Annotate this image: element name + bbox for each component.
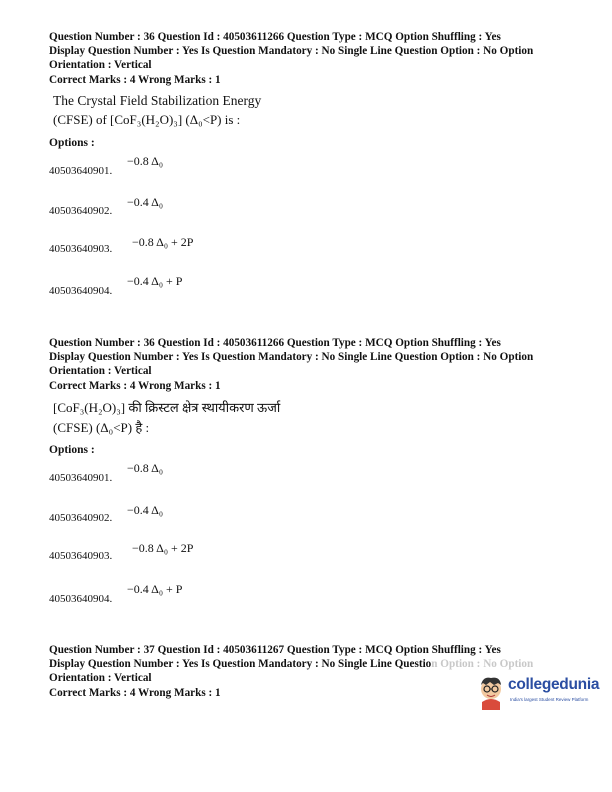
marks-line: Correct Marks : 4 Wrong Marks : 1: [49, 380, 221, 392]
logo-tagline: India's largest Student Review Platform: [510, 697, 589, 702]
option-id: 40503640901.: [49, 165, 113, 177]
option-id: 40503640903.: [49, 550, 113, 562]
question-meta-line: Display Question Number : Yes Is Question Mandatory : No Single Line Question Option : No Option: [49, 658, 534, 670]
option-id: 40503640903.: [49, 243, 113, 255]
option-value: −0.8 Δ₀ + 2P: [132, 541, 194, 555]
logo-wordmark: collegedunia: [508, 676, 600, 693]
option-value: −0.4 Δ₀ + P: [127, 582, 183, 596]
question-text: (CFSE) of [CoF₃(H₂O)₃] (Δ₀<P) is :: [53, 112, 241, 127]
question-text: [CoF₃(H₂O)₃] की क्रिस्टल क्षेत्र स्थायीकरण ऊर्जा: [53, 400, 281, 415]
question-meta-line: Question Number : 37 Question Id : 40503611267 Question Type : MCQ Option Shuffling : Yes: [49, 644, 501, 656]
option-value: −0.4 Δ₀: [127, 503, 164, 517]
marks-line: Correct Marks : 4 Wrong Marks : 1: [49, 687, 221, 699]
option-value: −0.4 Δ₀ + P: [127, 274, 183, 288]
faded-text: n Option : No Option: [431, 658, 534, 670]
question-meta-line: Display Question Number : Yes Is Question Mandatory : No Single Line Question Option : No Option: [49, 351, 534, 363]
question-meta-line: Orientation : Vertical: [49, 672, 152, 684]
question-text: (CFSE) (Δ₀<P) है :: [53, 420, 150, 435]
option-value: −0.4 Δ₀: [127, 195, 164, 209]
question-meta-line: Orientation : Vertical: [49, 365, 152, 377]
question-text: The Crystal Field Stabilization Energy: [53, 93, 262, 108]
options-label: Options :: [49, 444, 95, 456]
option-id: 40503640902.: [49, 512, 113, 524]
option-id: 40503640904.: [49, 593, 113, 605]
option-id: 40503640902.: [49, 205, 113, 217]
option-id: 40503640901.: [49, 472, 113, 484]
question-meta-line: Display Question Number : Yes Is Question Mandatory : No Single Line Question Option : No Option: [49, 45, 534, 57]
option-value: −0.8 Δ₀: [127, 154, 164, 168]
marks-line: Correct Marks : 4 Wrong Marks : 1: [49, 74, 221, 86]
question-meta-line: Orientation : Vertical: [49, 59, 152, 71]
question-meta-line: Question Number : 36 Question Id : 40503611266 Question Type : MCQ Option Shuffling : Yes: [49, 31, 501, 43]
option-value: −0.8 Δ₀ + 2P: [132, 235, 194, 249]
option-value: −0.8 Δ₀: [127, 461, 164, 475]
question-meta-line: Question Number : 36 Question Id : 40503611266 Question Type : MCQ Option Shuffling : Yes: [49, 337, 501, 349]
option-id: 40503640904.: [49, 285, 113, 297]
options-label: Options :: [49, 137, 95, 149]
